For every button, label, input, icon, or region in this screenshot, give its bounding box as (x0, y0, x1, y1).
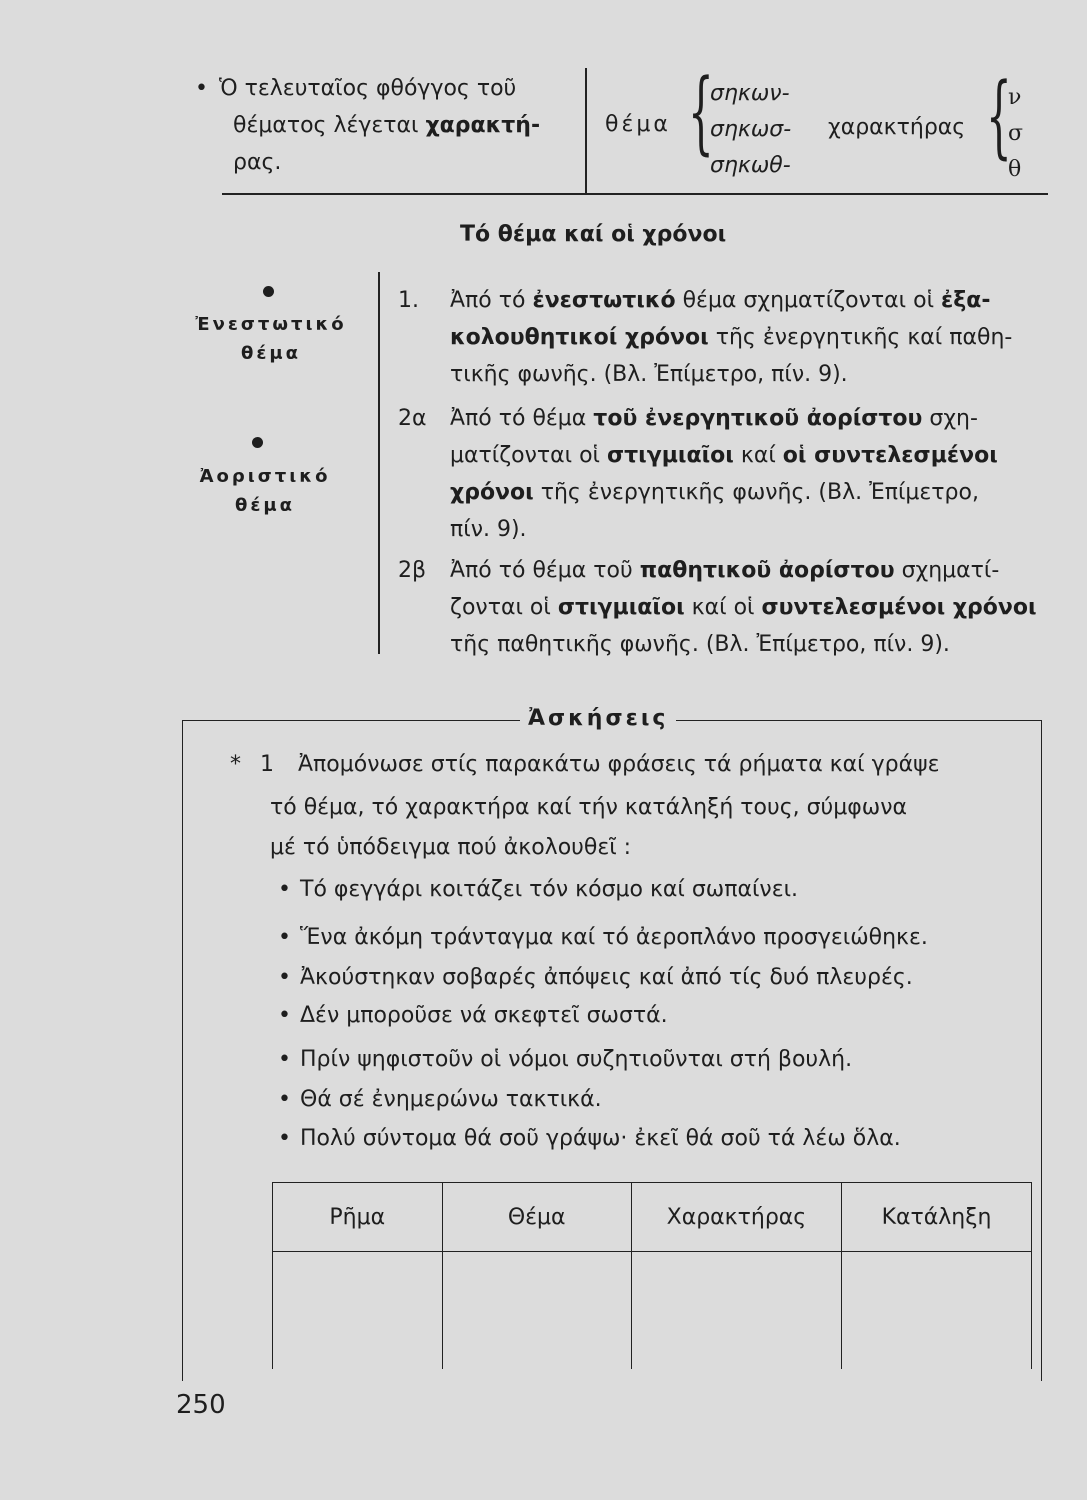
divider-vertical (585, 68, 587, 193)
rule-text: τικῆς φωνῆς. (Βλ. Ἐπίμετρο, πίν. 9). (450, 362, 848, 387)
rule-term: οἱ συντελεσμένοι (782, 443, 998, 468)
rule-term: χρόνοι (450, 480, 534, 505)
stem-item: σηκωσ- (710, 117, 792, 142)
sentence-text: Τό φεγγάρι κοιτάζει τόν κόσμο καί σωπαίνει. (300, 877, 799, 902)
rule-text: τῆς παθητικῆς φωνῆς. (Βλ. Ἐπίμετρο, πίν. 9). (450, 632, 950, 657)
header-verb: Ρῆμα (273, 1183, 443, 1252)
rule-term: ἐνεστωτικό (532, 288, 676, 313)
rule-term: στιγμιαῖοι (607, 443, 734, 468)
rule-term: κολουθητικοί χρόνοι (450, 325, 709, 350)
star-marker: * (230, 752, 241, 777)
instruction-line: Ἀπομόνωσε στίς παρακάτω φράσεις τά ρήματα καί γράψε (298, 752, 940, 777)
bullet: • (278, 1047, 291, 1072)
side-label-present (186, 314, 356, 364)
stem-item: σηκων- (710, 81, 790, 106)
character-item: θ (1008, 157, 1022, 182)
answer-table (272, 1182, 1032, 1369)
bullet-dot (263, 286, 274, 297)
brace-right: { (986, 64, 1012, 169)
header-ending: Κατάληξη (841, 1183, 1031, 1252)
note-line-3: ρας. (233, 150, 282, 175)
answer-cell[interactable] (631, 1252, 841, 1370)
section-title: Τό θέμα καί οἱ χρόνοι (460, 222, 727, 247)
rule-term: στιγμιαῖοι (557, 595, 685, 620)
rule-term: παθητικοῦ ἀορίστου (639, 558, 895, 583)
bullet: • (278, 965, 291, 990)
bullet: • (278, 1126, 291, 1151)
sentence-text: Ἀκούστηκαν σοβαρές ἀπόψεις καί ἀπό τίς δυό πλευρές. (300, 965, 913, 990)
rule-number: 2α (398, 406, 427, 431)
answer-cell[interactable] (442, 1252, 631, 1370)
character-item: ν (1008, 85, 1022, 110)
note-line-2: θέματος λέγεται (233, 113, 426, 138)
rule-text: σχη- (922, 406, 978, 431)
rule-text: Ἀπό τό (450, 288, 533, 313)
header-character: Χαρακτήρας (631, 1183, 841, 1252)
table-header-row (273, 1183, 1032, 1252)
rule-text: ματίζονται οἱ (450, 443, 607, 468)
side-label-aorist (180, 466, 350, 516)
stem-item: σηκωθ- (710, 153, 791, 178)
rule-text: τῆς ἐνεργητικῆς καί παθη- (708, 325, 1013, 350)
character-label: χαρακτήρας (828, 115, 966, 140)
side-label-line: Ἀοριστικό (199, 466, 331, 487)
instruction-line: μέ τό ὑπόδειγμα πού ἀκολουθεῖ : (270, 835, 632, 860)
header-stem: Θέμα (442, 1183, 631, 1252)
sentence-text: Πρίν ψηφιστοῦν οἱ νόμοι συζητιοῦνται στή βουλή. (300, 1047, 853, 1072)
stem-label: θέμα (605, 112, 671, 137)
character-item: σ (1008, 121, 1024, 146)
note-line-1: Ὁ τελευταῖος φθόγγος τοῦ (219, 76, 517, 101)
rule-term: τοῦ ἐνεργητικοῦ ἀορίστου (593, 406, 923, 431)
rule-text: ζονται οἱ (450, 595, 558, 620)
bullet: • (278, 1003, 291, 1028)
rule-text: καί (733, 443, 783, 468)
rules-divider (378, 272, 380, 654)
rule-text: καί οἱ (684, 595, 762, 620)
rule-text: Ἀπό τό θέμα τοῦ (450, 558, 640, 583)
exercise-number: 1 (260, 752, 274, 777)
table-row (273, 1252, 1032, 1370)
bullet: • (278, 1087, 291, 1112)
note-term-character: χαρακτή- (425, 113, 541, 138)
rule-number: 2β (398, 558, 427, 583)
exercise-marker (230, 752, 274, 777)
rule-term: ἐξα- (941, 288, 991, 313)
instruction-line: τό θέμα, τό χαρακτήρα καί τήν κατάληξή τους, σύμφωνα (270, 795, 908, 820)
rule-text: σχηματί- (894, 558, 1000, 583)
rule-text: θέμα σχηματίζονται οἱ (675, 288, 942, 313)
rule-number: 1. (398, 288, 419, 313)
bullet: • (195, 76, 208, 101)
answer-cell[interactable] (841, 1252, 1031, 1370)
stem-list (710, 76, 791, 184)
answer-cell[interactable] (273, 1252, 443, 1370)
page-number: 250 (176, 1390, 226, 1420)
side-label-line: θέμα (241, 343, 301, 364)
side-label-line: θέμα (235, 495, 295, 516)
sentence-text: Θά σέ ἐνημερώνω τακτικά. (300, 1087, 602, 1112)
rule-text: Ἀπό τό θέμα (450, 406, 594, 431)
rule-term: συντελεσμένοι χρόνοι (761, 595, 1037, 620)
brace-left: { (688, 60, 714, 165)
bullet-dot (252, 437, 263, 448)
bullet: • (278, 877, 291, 902)
bullet: • (278, 925, 291, 950)
rule-text: πίν. 9). (450, 517, 527, 542)
sentence-text: Πολύ σύντομα θά σοῦ γράψω· ἐκεῖ θά σοῦ τά λέω ὅλα. (300, 1126, 901, 1151)
rule-text: τῆς ἐνεργητικῆς φωνῆς. (Βλ. Ἐπίμετρο, (533, 480, 979, 505)
sentence-text: Ἕνα ἀκόμη τράνταγμα καί τό ἀεροπλάνο προσγειώθηκε. (300, 925, 928, 950)
character-list (1008, 80, 1023, 188)
divider-horizontal (222, 193, 1048, 195)
exercises-title: Ἀσκήσεις (520, 706, 676, 731)
sentence-text: Δέν μποροῦσε νά σκεφτεῖ σωστά. (300, 1003, 668, 1028)
side-label-line: Ἐνεστωτικό (195, 314, 347, 335)
